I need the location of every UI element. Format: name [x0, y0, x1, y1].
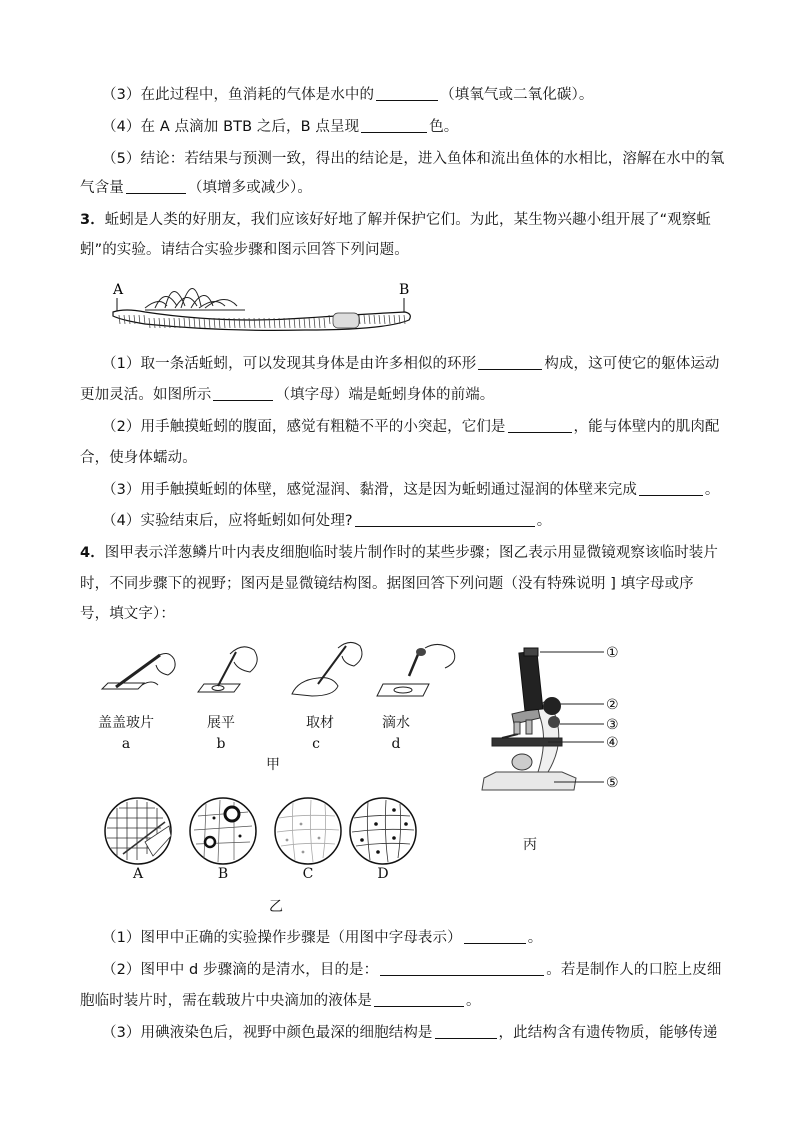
step-c-letter: c [312, 736, 320, 752]
q4-intro-text-1: 图甲表示洋葱鳞片叶内表皮细胞临时装片制作时的某些步骤；图乙表示用显微镜观察该临时装片 [104, 545, 718, 561]
q4-intro-line3 [80, 602, 175, 623]
q3-sub3-blank[interactable] [639, 481, 703, 496]
part-2-label: ② [606, 697, 619, 713]
view-a-label: A [132, 866, 144, 882]
q3-sub1-text-b: 构成，这可使它的躯体运动 [544, 356, 720, 372]
step-d-name: 滴水 [382, 715, 410, 731]
q3-intro-text-1: 蚯蚓是人类的好朋友，我们应该好好地了解并保护它们。为此，某生物兴趣小组开展了“观察蚯 [104, 212, 712, 228]
q4-sub2-text-c: 胞临时装片时，需在载玻片中央滴加的液体是 [80, 993, 372, 1009]
figure-jia-caption: 甲 [266, 757, 280, 773]
q3-intro-line1 [80, 208, 711, 229]
q4-sub1-text-a: （1）图甲中正确的实验操作步骤是（用图中字母表示） [102, 930, 462, 946]
q4-intro-line1 [80, 541, 718, 562]
q4-intro-line2 [80, 572, 694, 593]
clitellum [333, 313, 359, 328]
earthworm-body [113, 310, 410, 330]
earthworm-label-b: B [399, 282, 410, 298]
q3-sub1-line1 [102, 352, 720, 373]
q3-sub1-line2 [80, 383, 494, 404]
q2-sub3-text-b: （填氧气或二氧化碳）。 [440, 87, 594, 103]
view-b-label: B [217, 866, 229, 882]
q4-intro-text-2: 时，不同步骤下的视野；图丙是显微镜结构图。据图回答下列问题（没有特殊说明 ] 填字母或序 [80, 576, 694, 592]
step-d-letter: d [391, 736, 401, 752]
part-1-label: ① [606, 645, 619, 661]
q4-sub3-text-a: （3）用碘液染色后，视野中颜色最深的细胞结构是 [102, 1025, 433, 1041]
q3-sub1-text-c: 更加灵活。如图所示 [80, 387, 212, 403]
view-c [273, 796, 343, 866]
view-d-label: D [377, 866, 389, 882]
step-a-letter: a [121, 736, 131, 752]
q2-sub3-text-a: （3）在此过程中，鱼消耗的气体是水中的 [102, 87, 375, 103]
q4-intro-text-3: 号，填文字）： [80, 606, 175, 622]
earthworm-label-a: A [113, 282, 124, 298]
q3-sub2-blank[interactable] [508, 418, 572, 433]
q3-sub2-line1 [102, 415, 720, 436]
q4-sub2-text-a: （2）图甲中 d 步骤滴的是清水，目的是： [102, 962, 379, 978]
step-b-letter: b [216, 736, 226, 752]
q3-sub4-blank[interactable] [355, 512, 535, 527]
part-5-label: ⑤ [606, 775, 619, 791]
q2-sub3 [102, 83, 593, 104]
q2-sub3-blank[interactable] [376, 86, 438, 101]
q2-sub5-line2 [80, 176, 312, 197]
q3-sub1-blank1[interactable] [478, 355, 542, 370]
step-c-name: 取材 [306, 715, 334, 731]
q3-sub1-text-a: （1）取一条活蚯蚓，可以发现其身体是由许多相似的环形 [102, 356, 477, 372]
q3-sub3-text-a: （3）用手触摸蚯蚓的体壁，感觉湿润、黏滑，这是因为蚯蚓通过湿润的体壁来完成 [102, 482, 637, 498]
step-a-illustration [98, 645, 178, 705]
q3-sub1-text-d: （填字母）端是蚯蚓身体的前端。 [275, 387, 495, 403]
q4-sub3-blank[interactable] [435, 1024, 497, 1039]
q3-sub4 [102, 509, 551, 530]
q4-sub2-blank1[interactable] [380, 961, 544, 976]
q3-sub3-text-b: 。 [704, 482, 720, 498]
q3-number: 3． [80, 212, 105, 228]
q2-sub5-text-a: 气含量 [80, 180, 124, 196]
q4-sub2-text-b: 。若是制作人的口腔上皮细 [546, 962, 722, 978]
q3-sub4-text-b: 。 [536, 513, 552, 529]
q2-sub4-text-a: （4）在 A 点滴加 BTB 之后，B 点呈现 [102, 119, 360, 135]
q4-number: 4． [80, 545, 105, 561]
step-a-name: 盖盖玻片 [98, 715, 154, 731]
view-d [348, 796, 418, 866]
q2-sub4-blank[interactable] [361, 118, 427, 133]
q3-sub2-text-c: 合，使身体蠕动。 [80, 450, 197, 466]
q4-sub1-blank[interactable] [464, 929, 526, 944]
q3-intro-line2 [80, 238, 409, 259]
q2-sub5-line1 [102, 147, 725, 168]
q4-sub3-text-b: ，此结构含有遗传物质，能够传递 [498, 1025, 718, 1041]
q3-sub3 [102, 478, 720, 499]
view-c-label: C [302, 866, 314, 882]
q4-sub3 [102, 1021, 718, 1042]
q3-intro-text-2: 蚓”的实验。请结合实验步骤和图示回答下列问题。 [80, 242, 409, 258]
q2-sub5-blank[interactable] [126, 179, 186, 194]
view-a [103, 796, 173, 866]
earthworm-figure [105, 266, 425, 346]
q4-sub1 [102, 926, 542, 947]
q3-sub4-text-a: （4）实验结束后，应将蚯蚓如何处理? [102, 513, 353, 529]
step-c-illustration [288, 638, 368, 698]
q2-sub5-text-b: （填增多或减少）。 [187, 180, 312, 196]
view-b [188, 796, 258, 866]
q4-sub2-text-d: 。 [466, 993, 481, 1009]
q3-sub1-blank2[interactable] [213, 386, 273, 401]
part-3-label: ③ [606, 717, 619, 733]
microscope-figure [478, 642, 648, 802]
q2-sub4 [102, 115, 458, 136]
q3-sub2-text-b: ，能与体壁内的肌肉配 [573, 419, 720, 435]
q3-sub2-text-a: （2）用手触摸蚯蚓的腹面，感觉有粗糙不平的小突起，它们是 [102, 419, 506, 435]
part-4-label: ④ [606, 735, 619, 751]
figure-yi-caption: 乙 [269, 899, 283, 915]
q4-sub2-line1 [102, 958, 721, 979]
grass-icon [145, 288, 245, 310]
step-d-illustration [373, 640, 463, 700]
q2-sub4-text-b: 色。 [429, 119, 459, 135]
q4-sub2-blank2[interactable] [374, 992, 464, 1007]
figure-bing-caption: 丙 [523, 837, 537, 853]
q2-sub5-text-1: （5）结论：若结果与预测一致，得出的结论是，进入鱼体和流出鱼体的水相比，溶解在水中的氧 [102, 151, 725, 167]
q4-sub1-text-b: 。 [527, 930, 543, 946]
q3-sub2-line2 [80, 446, 197, 467]
q4-sub2-line2 [80, 989, 481, 1010]
step-b-name: 展平 [207, 715, 235, 731]
step-b-illustration [188, 640, 268, 700]
